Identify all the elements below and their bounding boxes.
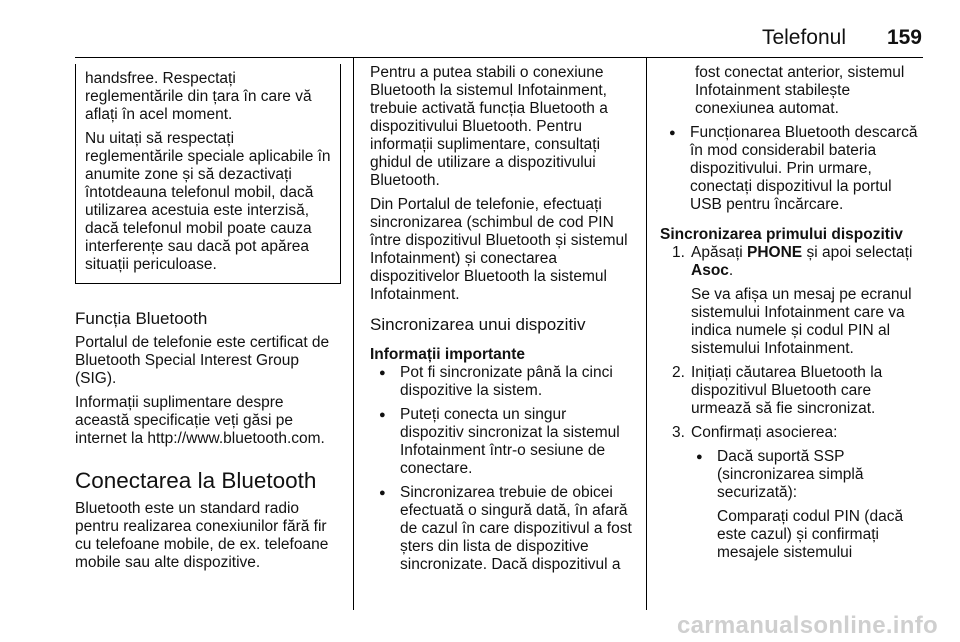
- step-number: 1.: [672, 244, 685, 261]
- column-right: [660, 64, 925, 568]
- step-number: 3.: [672, 424, 685, 441]
- list-item: ● Funcționarea Bluetooth descarcă în mod considerabil bateria dispozitivului. Prin urmare, conectați dispozitivul la portul USB pentru încărcare.: [660, 124, 925, 214]
- page-number: 159: [886, 26, 922, 49]
- watermark: carmanualsonline.info: [676, 612, 938, 639]
- step-item: [660, 424, 925, 562]
- step-text: .: [728, 262, 734, 279]
- heading-first-pairing: Sincronizarea primului dispozitiv: [660, 226, 903, 243]
- list-item: [691, 448, 925, 562]
- notice-paragraph: handsfree. Respectați reglementările din țara în care vă aflați în acel moment.: [85, 70, 312, 123]
- heading-important-info: Informații importante: [370, 346, 526, 363]
- phone-button-label: PHONE: [747, 244, 803, 261]
- list-item: ● Sincronizarea trebuie de obicei efectuată o singură dată, în afară de cazul în care dispozitivul a fost șters din lista de dispozitive sincronizate. Dacă dispozitivul a: [370, 484, 632, 574]
- header-rule: [75, 57, 923, 58]
- heading-bluetooth-connection: Conectarea la Bluetooth: [75, 468, 317, 493]
- list-item: ● Puteți conecta un singur dispozitiv sincronizat la sistemul Infotainment într-o sesiune de conectare.: [370, 406, 632, 478]
- sub-bullet-list: [691, 448, 925, 562]
- list-item-text: Dacă suportă SSP (sincronizarea simplă securizată):: [717, 448, 864, 501]
- step-text: Inițiați căutarea Bluetooth la dispozitivul Bluetooth care urmează să fie sincronizat.: [691, 364, 883, 417]
- column-left: [75, 64, 341, 578]
- step-text: și apoi selectați: [802, 244, 913, 261]
- step-number: 2.: [672, 364, 685, 381]
- paragraph: Portalul de telefonie este certificat de Bluetooth Special Interest Group (SIG).: [75, 334, 330, 387]
- bullet-list: [370, 364, 632, 574]
- heading-pairing: Sincronizarea unui dispozitiv: [370, 315, 586, 334]
- bullet-continuation: fost conectat anterior, sistemul Infotainment stabilește conexiunea automat.: [695, 64, 905, 117]
- list-item: ● Pot fi sincronizate până la cinci dispozitive la sistem.: [370, 364, 632, 400]
- column-divider-1: [353, 58, 354, 610]
- column-divider-2: [646, 58, 647, 610]
- step-item: [660, 244, 925, 358]
- step-text: Apăsați: [691, 244, 748, 261]
- heading-bluetooth-function: Funcția Bluetooth: [75, 309, 208, 328]
- step-note: Se va afișa un mesaj pe ecranul sistemului Infotainment care va indica numele și codul PIN al sistemului Infotainment.: [691, 286, 912, 357]
- notice-paragraph: Nu uitați să respectați reglementările speciale aplicabile în anumite zone și să dezactivați întotdeauna telefonul mobil, dacă utilizarea acestuia este interzisă, dacă telefonul mobil poate cauza interferențe sau dacă pot apărea situații periculoase.: [85, 130, 331, 273]
- asoc-menu-label: Asoc: [691, 262, 729, 279]
- step-text: Confirmați asocierea:: [691, 424, 838, 441]
- paragraph: Pentru a putea stabili o conexiune Bluetooth la sistemul Infotainment, trebuie activată funcția Bluetooth a dispozitivului Bluetooth. Pentru informații suplimentare, consultați ghidul de utilizare a dispozitivului Bluetooth.: [370, 64, 608, 189]
- column-middle: [370, 64, 632, 580]
- step-item: [660, 364, 925, 418]
- notice-box: [75, 64, 341, 284]
- step-note: Comparați codul PIN (dacă este cazul) și confirmați mesajele sistemului: [717, 508, 904, 561]
- paragraph: Bluetooth este un standard radio pentru realizarea conexiunilor fără fir cu telefoane mobile, de ex. telefoane mobile sau alte dispozitive.: [75, 500, 329, 571]
- paragraph: Informații suplimentare despre această specificație veți găsi pe internet la http://www.bluetooth.com.: [75, 394, 325, 447]
- bullet-list: [660, 124, 925, 214]
- page-title: Telefonul: [761, 26, 846, 49]
- paragraph: Din Portalul de telefonie, efectuați sincronizarea (schimbul de cod PIN între dispozitivul Bluetooth și sistemul Infotainment) și conectarea dispozitivelor Bluetooth la sistemul Infotainment.: [370, 196, 628, 303]
- steps-list: [660, 244, 925, 562]
